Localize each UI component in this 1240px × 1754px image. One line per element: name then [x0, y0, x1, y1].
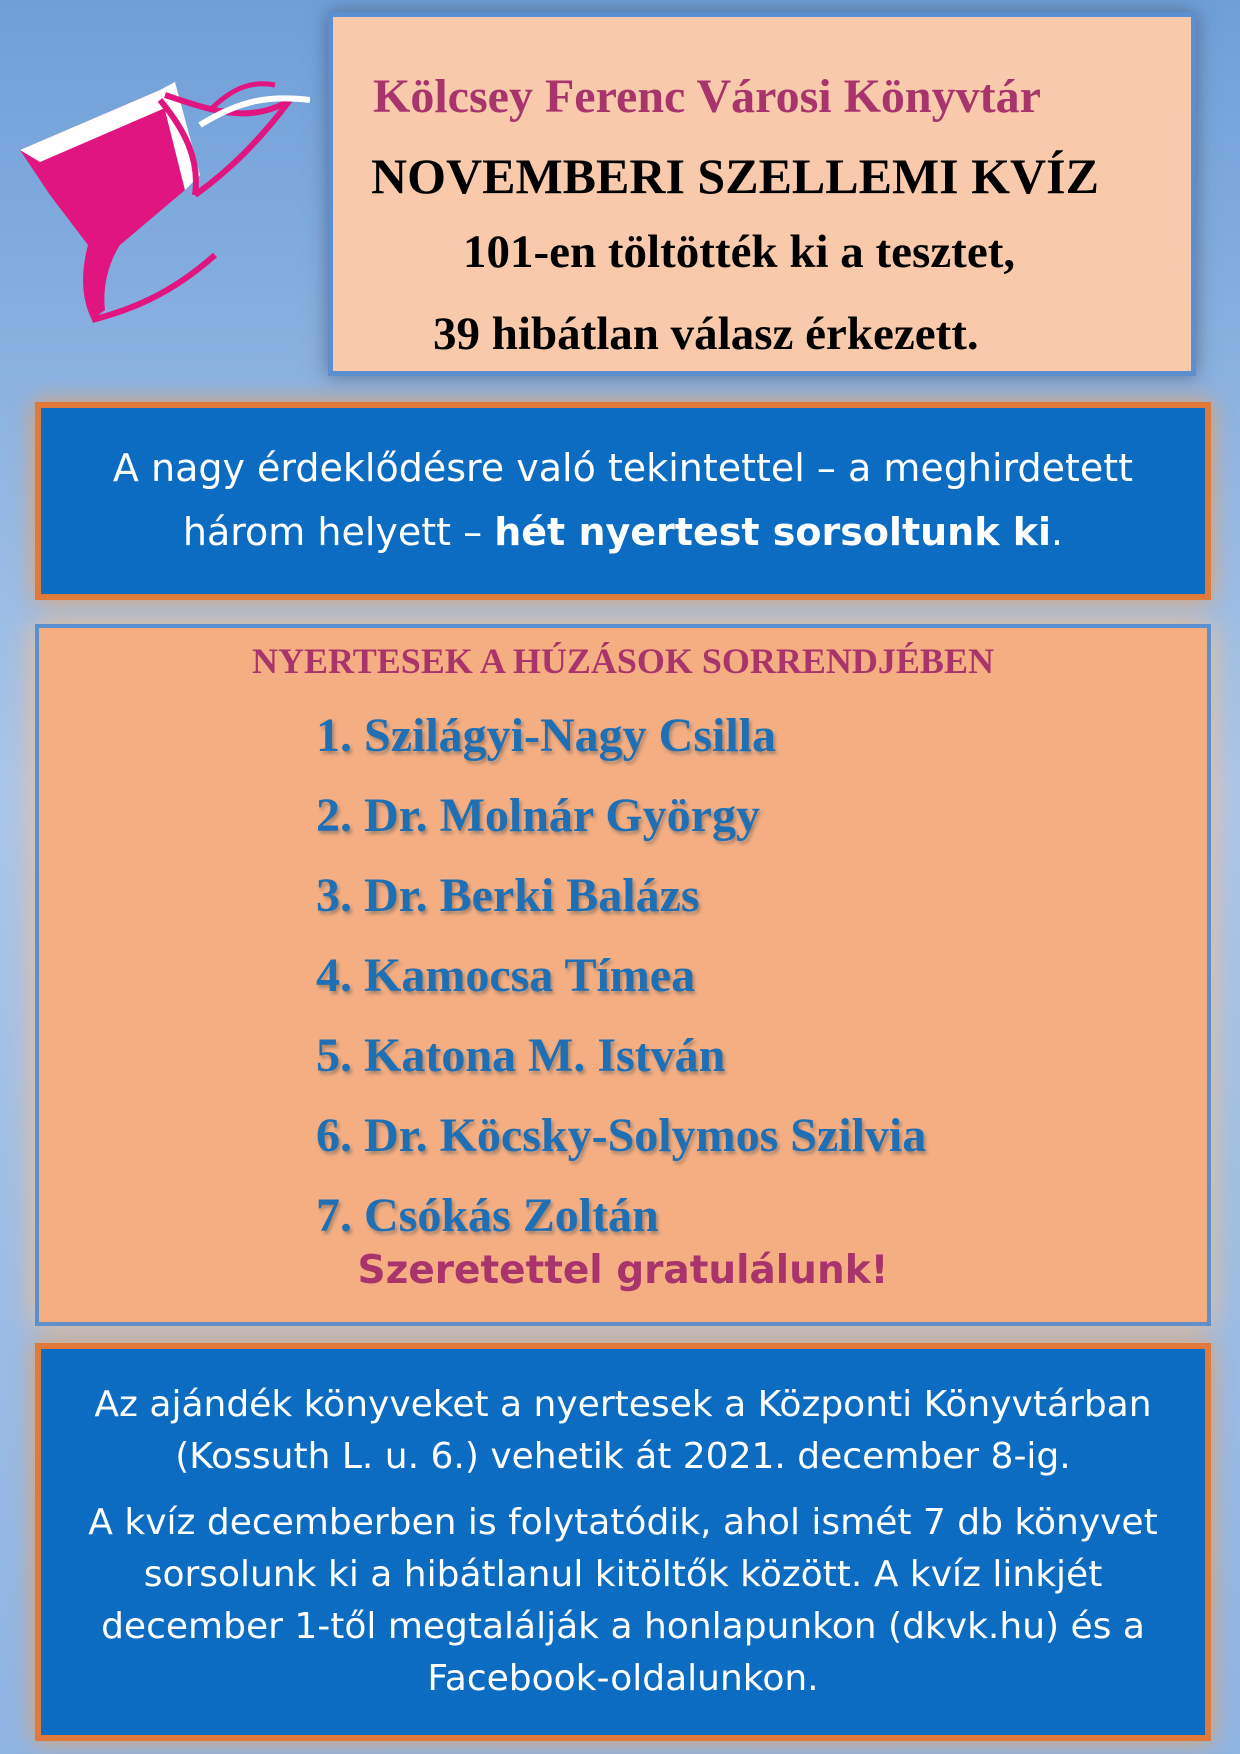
winner-item: 3. Dr. Berki Balázs [316, 869, 700, 922]
pickup-info [41, 1379, 1205, 1483]
announcement-period: . [1051, 510, 1064, 554]
winner-item: 2. Dr. Molnár György [316, 789, 760, 842]
announcement-line-2 [41, 500, 1205, 564]
pickup-line-1: Az ajándék könyveket a nyertesek a Központi Könyvtárban [94, 1384, 1152, 1425]
announcement-box [35, 402, 1211, 600]
winner-item: 4. Kamocsa Tímea [316, 949, 696, 1002]
winners-list [316, 696, 926, 1256]
winners-box [35, 624, 1211, 1326]
announcement-highlight: hét nyertest sorsoltunk ki [494, 510, 1052, 554]
announcement-text: három helyett – [182, 510, 495, 554]
pickup-line-2: (Kossuth L. u. 6.) vehetik át 2021. december 8-ig. [175, 1436, 1071, 1477]
announcement-line-1: A nagy érdeklődésre való tekintettel – a meghirdetett [112, 446, 1134, 490]
next-quiz-line-1: A kvíz decemberben is folytatódik, ahol ismét 7 db könyvet [88, 1502, 1158, 1543]
next-quiz-line-3: december 1-től megtalálják a honlapunkon (dkvk.hu) és a [101, 1606, 1145, 1647]
library-name: Kölcsey Ferenc Városi Könyvtár [373, 70, 1041, 123]
winner-item: 5. Katona M. István [316, 1029, 726, 1082]
next-quiz-line-4: Facebook-oldalunkon. [427, 1658, 819, 1699]
congratulations-text: Szeretettel gratulálunk! [357, 1248, 889, 1293]
participants-stat: 101-en töltötték ki a tesztet, [463, 226, 1016, 278]
winner-item: 7. Csókás Zoltán [316, 1189, 659, 1242]
correct-answers-stat: 39 hibátlan válasz érkezett. [433, 308, 979, 360]
footer-info-box [35, 1343, 1211, 1741]
next-quiz-info [41, 1497, 1205, 1705]
next-quiz-line-2: sorsolunk ki a hibátlanul kitöltők között. A kvíz linkjét [143, 1554, 1103, 1595]
winners-heading: NYERTESEK A HÚZÁSOK SORRENDJÉBEN [252, 641, 994, 681]
open-book-hand-icon [10, 70, 310, 370]
header-box [328, 12, 1196, 376]
quiz-title: NOVEMBERI SZELLEMI KVÍZ [371, 148, 1099, 204]
winner-item: 6. Dr. Köcsky-Solymos Szilvia [316, 1109, 927, 1162]
winner-item: 1. Szilágyi-Nagy Csilla [316, 709, 777, 762]
